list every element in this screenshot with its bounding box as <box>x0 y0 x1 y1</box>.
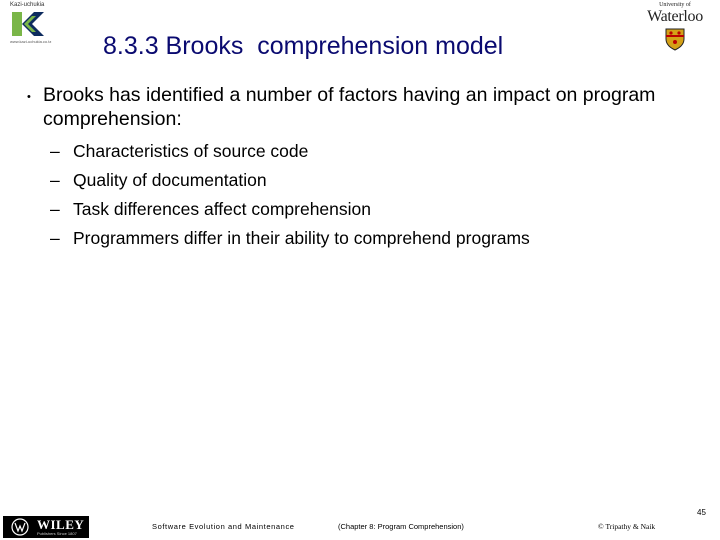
wiley-logo <box>3 516 89 538</box>
logo-right-university: University of <box>659 2 691 8</box>
wiley-wordmark: WILEY <box>37 517 85 532</box>
sub-item <box>50 198 371 220</box>
wiley-tagline: Publishers Since 1807 <box>37 531 77 536</box>
logo-left-wordmark: Kazi-uchukia <box>10 2 45 8</box>
sub-item <box>50 227 530 249</box>
page-title: 8.3.3 Brooks comprehension model <box>103 32 504 60</box>
sub-item <box>50 140 308 162</box>
logo-right <box>632 2 718 50</box>
bullet-marker: • <box>27 91 31 103</box>
bullet-text: Brooks has identified a number of factors having an impact on program comprehension: <box>43 84 656 130</box>
sub-item-marker: – <box>50 141 60 161</box>
footer-chapter: (Chapter 8: Program Comprehension) <box>338 522 464 531</box>
sub-item-text: Quality of documentation <box>73 170 267 190</box>
sub-item-marker: – <box>50 199 60 219</box>
wiley-emblem-icon <box>9 518 31 536</box>
logo-left-mark-icon <box>10 10 50 38</box>
sub-item <box>50 169 267 191</box>
sub-item-text: Characteristics of source code <box>73 141 309 161</box>
sub-item-text: Task differences affect comprehension <box>73 199 371 219</box>
page-number: 45 <box>697 508 706 517</box>
sub-item-text: Programmers differ in their ability to comprehend programs <box>73 228 530 248</box>
logo-left-url: www.kazi-uchukia.co.tz <box>10 39 52 44</box>
logo-right-name: Waterloo <box>647 8 703 25</box>
footer-copyright: © Tripathy & Naik <box>598 522 656 531</box>
crest-icon <box>664 27 686 51</box>
footer-book-title: Software Evolution and Maintenance <box>152 522 295 531</box>
sub-item-marker: – <box>50 170 60 190</box>
sub-item-marker: – <box>50 228 60 248</box>
logo-left <box>10 2 54 50</box>
